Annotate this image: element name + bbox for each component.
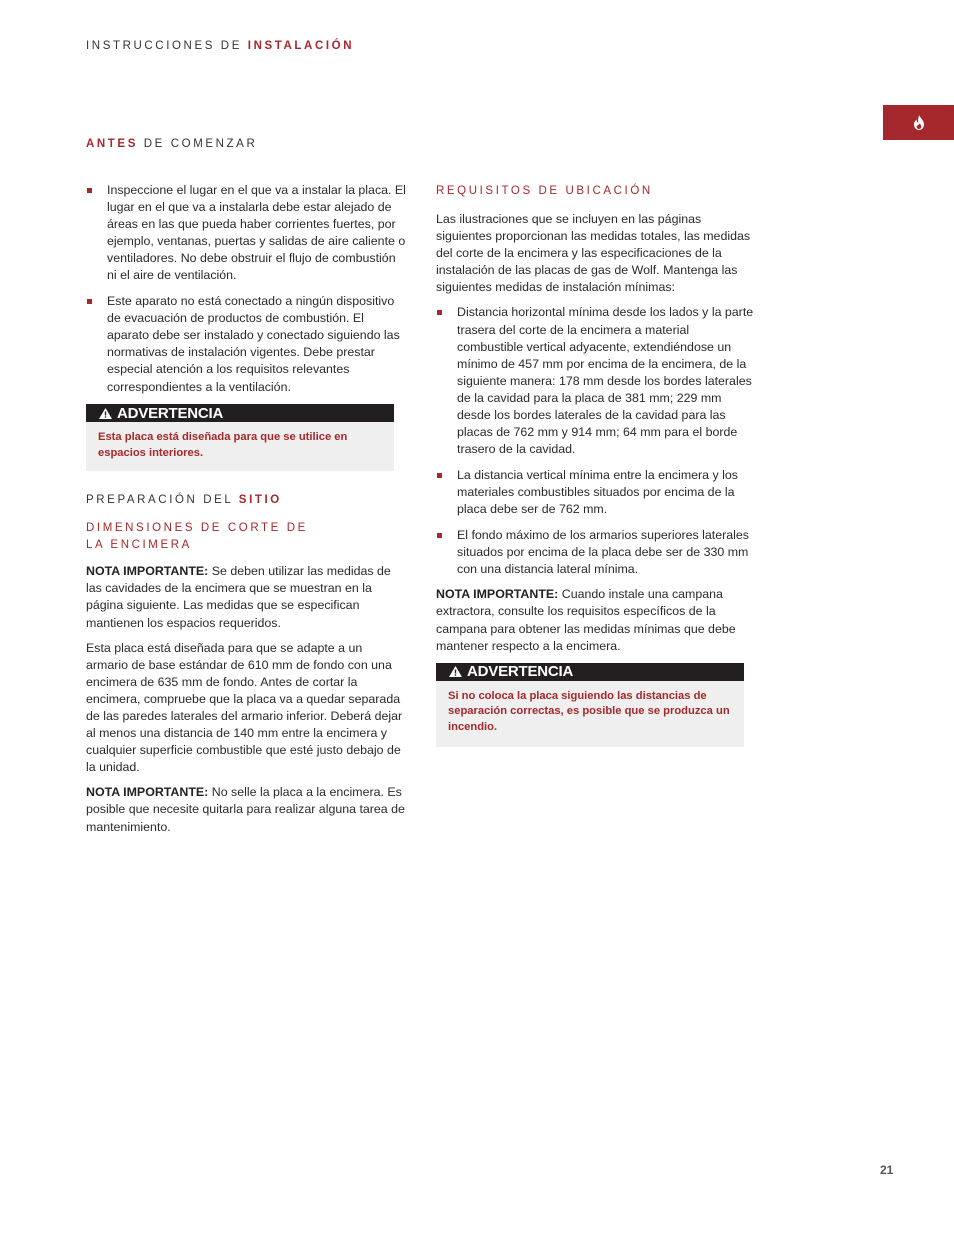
warning-text: Si no coloca la placa siguiendo las distancias de separación correctas, es posible que se produzca un incendio. bbox=[448, 689, 730, 733]
flame-icon bbox=[913, 115, 925, 130]
section-heading-rest: DE COMENZAR bbox=[137, 138, 258, 150]
section-heading-accent: ANTES bbox=[86, 138, 138, 150]
bullet-square-icon bbox=[437, 533, 442, 538]
prep-heading bbox=[86, 492, 406, 509]
warning-label: ADVERTENCIA bbox=[467, 663, 574, 681]
warning-header bbox=[86, 404, 394, 422]
bullet-square-icon bbox=[437, 473, 442, 478]
list-item: El fondo máximo de los armarios superiores laterales situados por encima de la placa debe ser de 330 mm con una distancia lateral mínima. bbox=[436, 527, 756, 578]
page-number: 21 bbox=[880, 1163, 894, 1177]
warning-box bbox=[86, 404, 394, 471]
prep-heading-accent: SITIO bbox=[238, 494, 282, 507]
location-heading: REQUISITOS DE UBICACIÓN bbox=[436, 185, 653, 197]
note-label: NOTA IMPORTANTE: bbox=[86, 564, 209, 579]
bullet-square-icon bbox=[87, 188, 92, 193]
dims-heading: DIMENSIONES DE CORTE DE LA ENCIMERA bbox=[86, 522, 308, 552]
list-item: Este aparato no está conectado a ningún dispositivo de evacuación de productos de combustión. El aparato debe ser instalado y conectado siguiendo las normativas de instalación vigentes. Debe prestar especial atención a los requisitos relevantes correspondientes a la ventilación. bbox=[86, 293, 406, 396]
prep-heading-rest: PREPARACIÓN DEL bbox=[86, 494, 239, 507]
left-column bbox=[86, 182, 406, 844]
bullet-square-icon bbox=[87, 299, 92, 304]
running-head-accent: INSTALACIÓN bbox=[247, 40, 355, 52]
right-column bbox=[436, 183, 756, 747]
right-bullet-list bbox=[436, 304, 756, 577]
note-paragraph: NOTA IMPORTANTE: No selle la placa a la encimera. Es posible que necesite quitarla para realizar alguna tarea de mantenimiento. bbox=[86, 785, 405, 834]
list-item: Inspeccione el lugar en el que va a instalar la placa. El lugar en el que va a instalarla debe estar alejado de áreas en las que pueda haber corrientes fuertes, por ejemplo, ventanas, puertas y salidas de aire caliente o ventiladores. No debe obstruir el flujo de combustión ni el aire de ventilación. bbox=[86, 182, 406, 285]
warning-text: Esta placa está diseñada para que se utilice en espacios interiores. bbox=[98, 431, 348, 459]
note-label: NOTA IMPORTANTE: bbox=[86, 785, 209, 800]
note-paragraph: NOTA IMPORTANTE: Se deben utilizar las medidas de las cavidades de la encimera que se muestran en la página siguiente. Las medidas que se especifican mantienen los espacios requeridos. bbox=[86, 564, 391, 630]
section-tab bbox=[883, 105, 954, 140]
section-heading bbox=[86, 138, 257, 150]
warning-label: ADVERTENCIA bbox=[117, 404, 224, 422]
list-item: La distancia vertical mínima entre la encimera y los materiales combustibles situados por encima de la placa debe ser de 762 mm. bbox=[436, 467, 756, 518]
note-label: NOTA IMPORTANTE: bbox=[436, 587, 559, 602]
warning-triangle-icon bbox=[449, 666, 462, 677]
warning-triangle-icon bbox=[99, 408, 112, 419]
left-bullet-list bbox=[86, 182, 406, 396]
running-head bbox=[86, 40, 354, 52]
body-paragraph: Esta placa está diseñada para que se adapte a un armario de base estándar de 610 mm de fondo con una encimera de 635 mm de fondo. Antes de cortar la encimera, compruebe que la placa va a quedar separada de las paredes laterales del armario inferior. Deberá dejar al menos una distancia de 140 mm entre la encimera y cualquier superficie combustible que esté justo debajo de la unidad. bbox=[86, 640, 403, 775]
intro-paragraph: Las ilustraciones que se incluyen en las páginas siguientes proporcionan las medidas totales, las medidas del corte de la encimera y las especificaciones de la instalación de las placas de gas de Wolf. Mantenga las siguientes medidas de instalación mínimas: bbox=[436, 212, 751, 295]
list-item: Distancia horizontal mínima desde los lados y la parte trasera del corte de la encimera a material combustible vertical adyacente, extendiéndose un mínimo de 457 mm por encima de la encimera, de la siguiente manera: 178 mm desde los bordes laterales de la cavidad para la placa de 381 mm; 229 mm desde los bordes laterales de la cavidad para las placas de 762 mm y 914 mm; 64 mm para el borde trasero de la cavidad. bbox=[436, 304, 756, 458]
warning-header bbox=[436, 663, 744, 681]
note-paragraph: NOTA IMPORTANTE: Cuando instale una campana extractora, consulte los requisitos específicos de la campana para obtener las medidas mínimas que debe mantener respecto a la encimera. bbox=[436, 587, 736, 653]
warning-box bbox=[436, 663, 744, 748]
running-head-prefix: INSTRUCCIONES DE bbox=[86, 40, 248, 52]
bullet-square-icon bbox=[437, 310, 442, 315]
